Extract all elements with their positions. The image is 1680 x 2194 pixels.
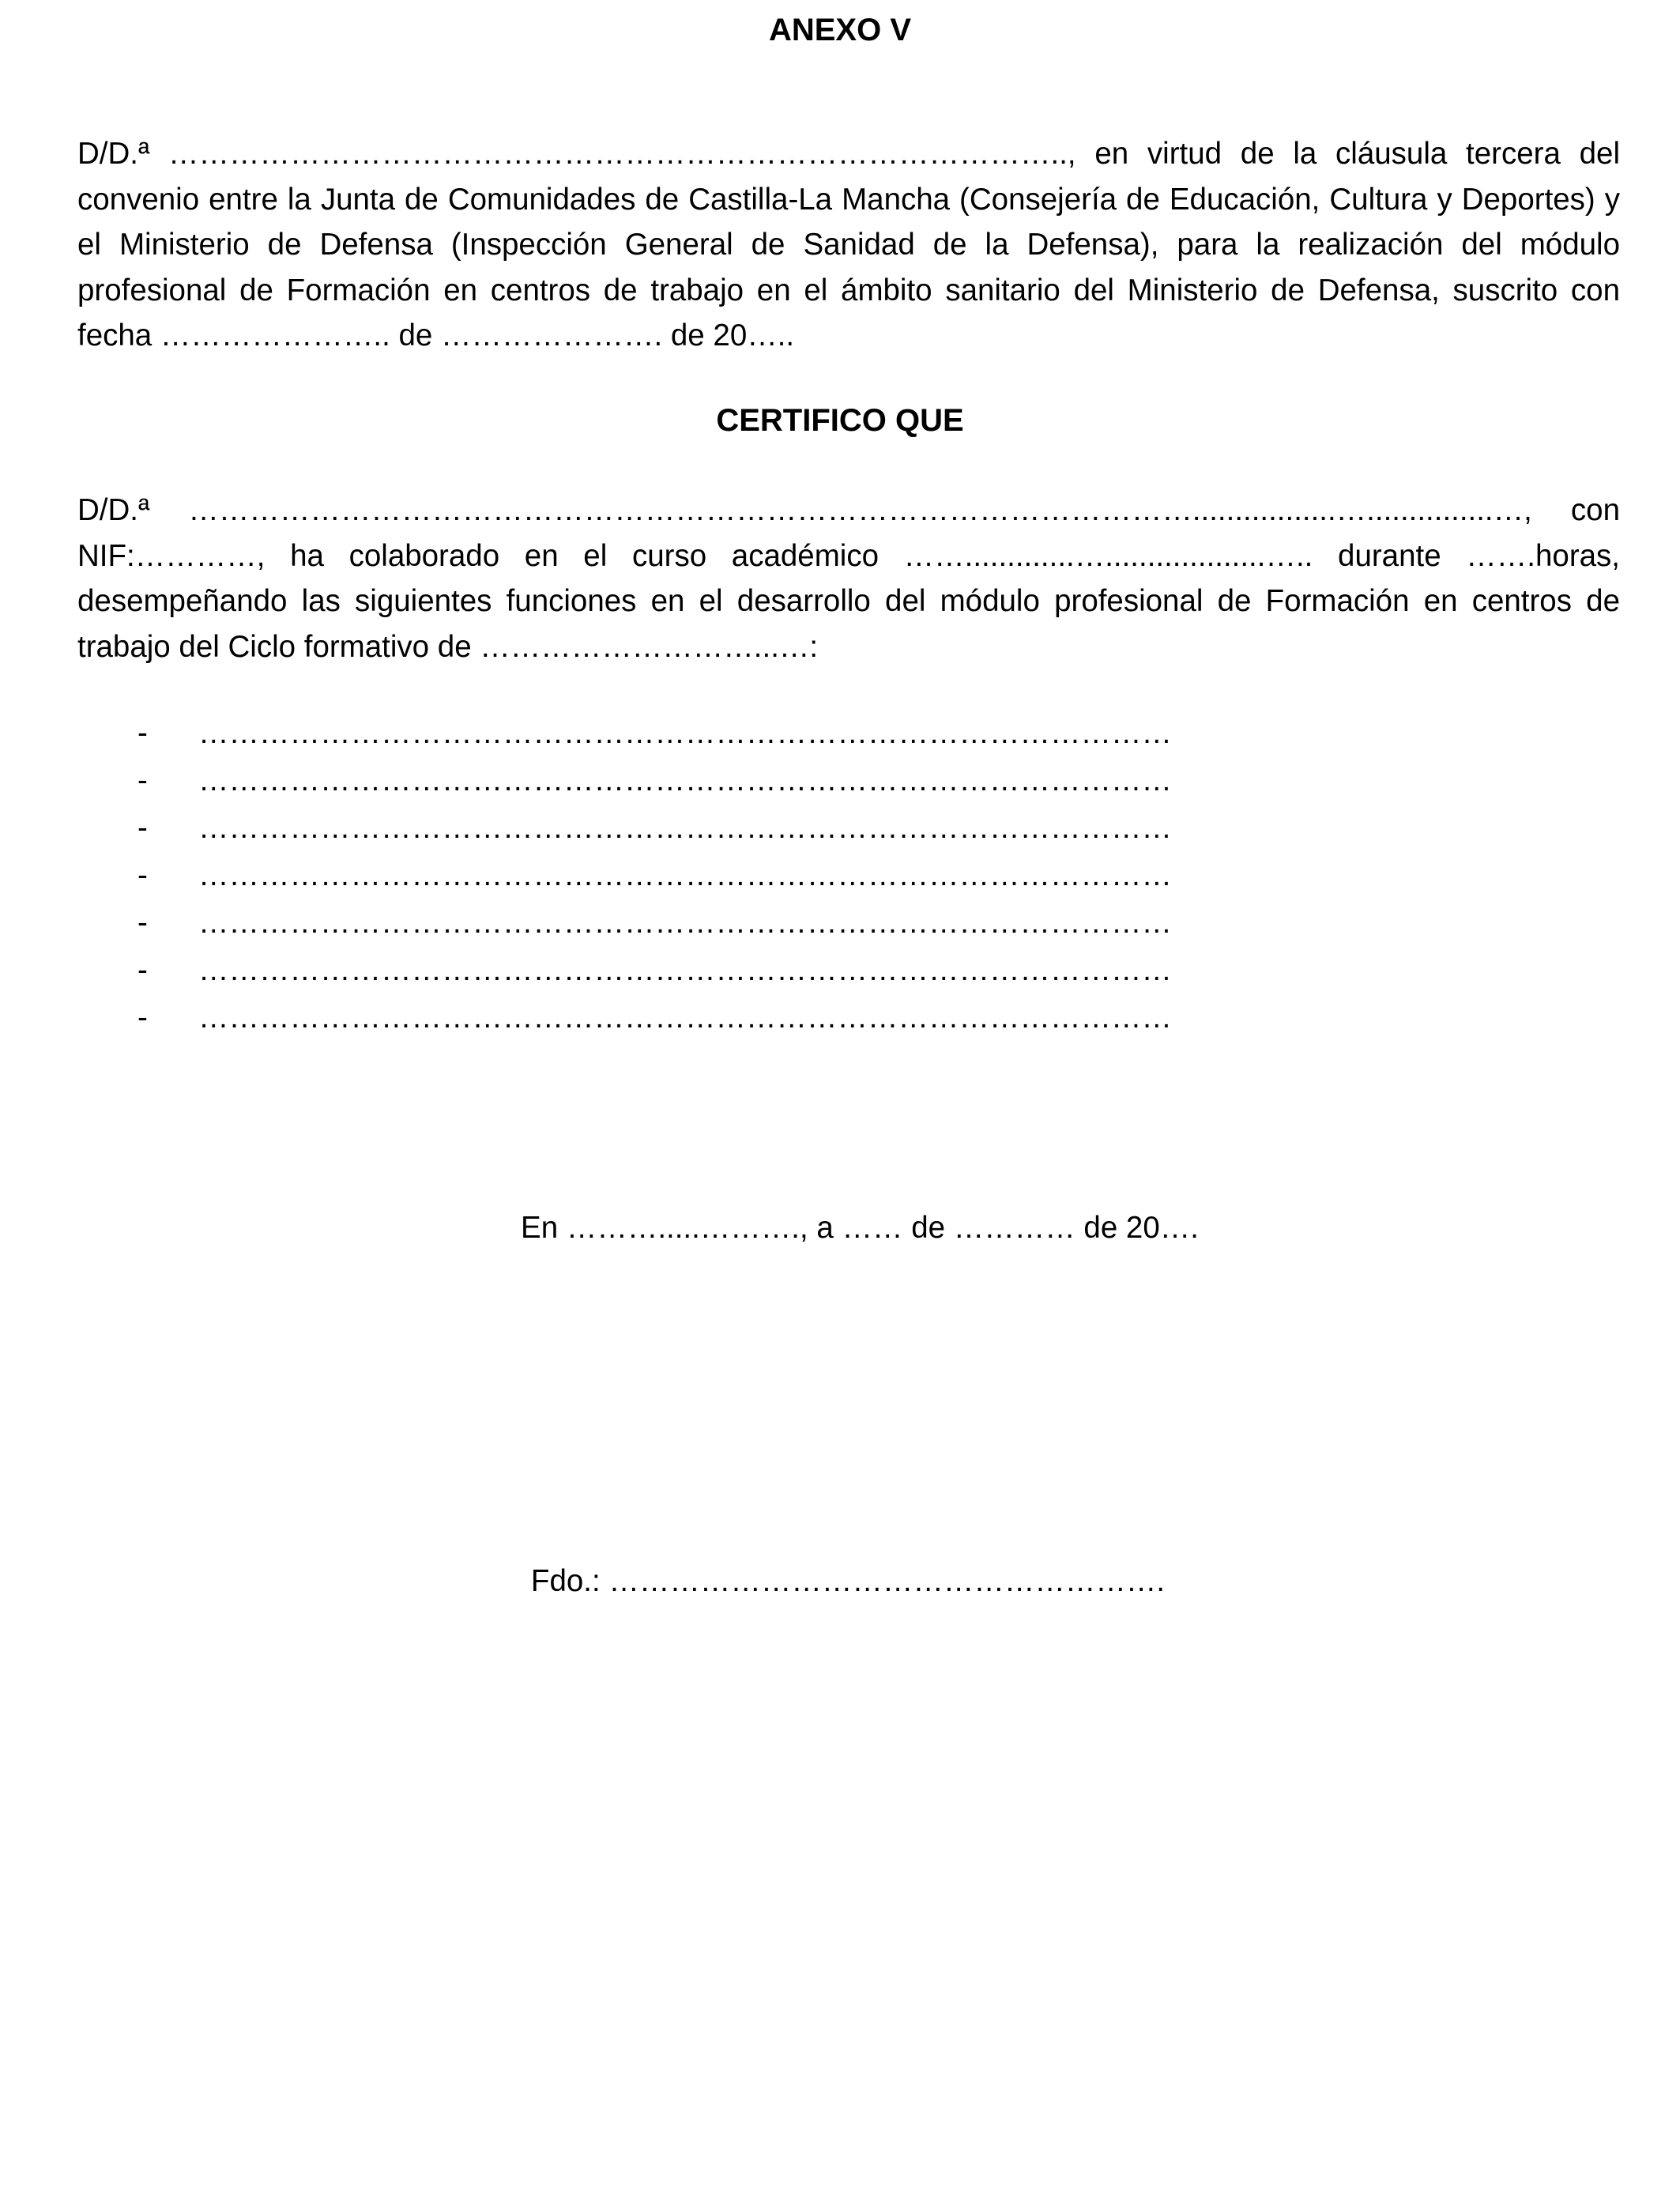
duties-list xyxy=(0,710,1680,1042)
dash-bullet: - xyxy=(137,716,148,750)
duty-blank-line: …………………………………………………………………………………… xyxy=(198,811,1172,845)
dash-bullet: - xyxy=(137,858,148,892)
dash-bullet: - xyxy=(137,811,148,845)
duty-blank-line: …………………………………………………………………………………… xyxy=(198,716,1172,750)
duty-item xyxy=(0,994,1680,1042)
annex-heading: ANEXO V xyxy=(768,13,912,47)
duty-item xyxy=(0,805,1680,852)
duty-item xyxy=(0,852,1680,899)
dash-bullet: - xyxy=(137,906,148,940)
duty-item xyxy=(0,710,1680,757)
duty-blank-line: …………………………………………………………………………………… xyxy=(198,906,1172,940)
duty-item xyxy=(0,947,1680,994)
duty-blank-line: …………………………………………………………………………………… xyxy=(198,953,1172,987)
place-date-line: En ……….....………., a …… de ………… de 20…. xyxy=(521,1211,1199,1245)
agreement-paragraph: D/D.ª …………………………………………………………………………….., en virtud de la cláusula tercera del convenio entre la Junta de Comunidades de Castilla-La Mancha (Consejería de Educación, Cultura y Deportes) y el Ministerio de Defensa (Inspección General de Sanidad de la Defensa), para la realización del módulo profesional de Formación en centros de trabajo en el ámbito sanitario del Ministerio de Defensa, suscrito con fecha ………………….. de …………………. de 20….. xyxy=(77,137,1620,352)
signature-line: Fdo.: ………………………………………………. xyxy=(530,1564,1166,1598)
duty-blank-line: …………………………………………………………………………………… xyxy=(198,1001,1172,1035)
dash-bullet: - xyxy=(137,763,148,797)
duty-item xyxy=(0,757,1680,805)
certificate-heading: CERTIFICO QUE xyxy=(716,403,964,438)
collaboration-paragraph: D/D.ª ……………………………………………………………………………………….................…...............…, con NIF:…………, ha colaborado en el curso académico …….............…...................….. durante …….horas, desempeñando las siguientes funciones en el desarrollo del módulo profesional de Formación en centros de trabajo del Ciclo formativo de ………………………...…: xyxy=(77,493,1620,664)
duty-item xyxy=(0,899,1680,947)
dash-bullet: - xyxy=(137,1001,148,1035)
duty-blank-line: …………………………………………………………………………………… xyxy=(198,858,1172,892)
dash-bullet: - xyxy=(137,953,148,987)
duty-blank-line: …………………………………………………………………………………… xyxy=(198,763,1172,797)
